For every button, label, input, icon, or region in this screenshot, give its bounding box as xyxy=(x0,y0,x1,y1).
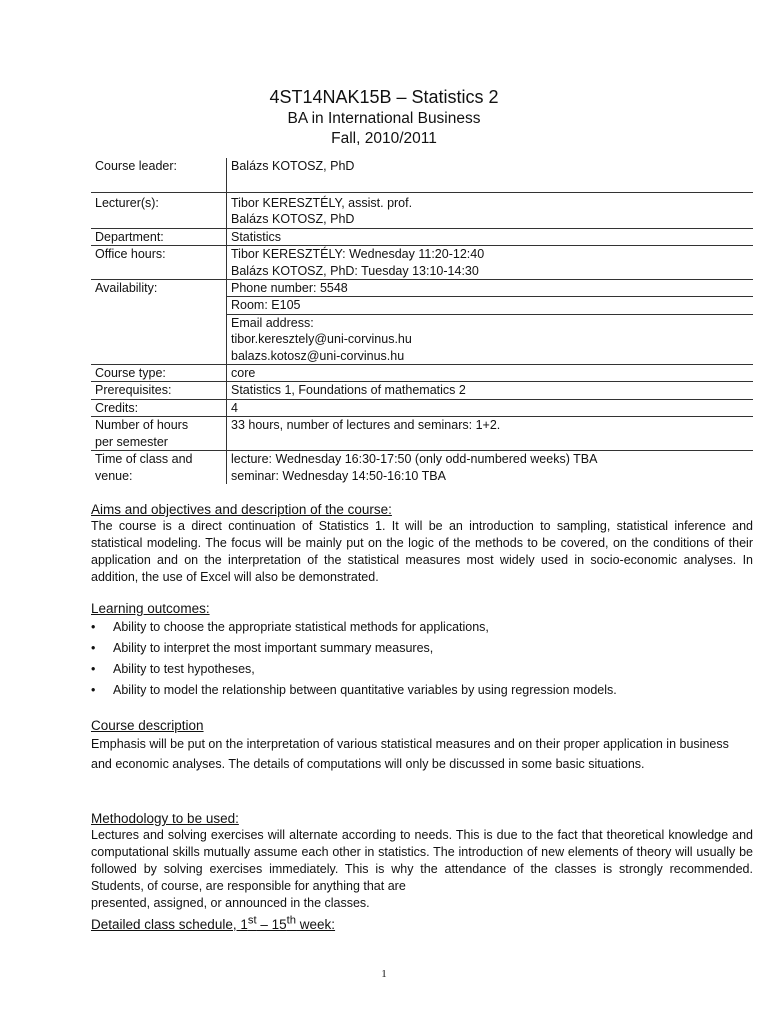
methodology-section xyxy=(91,810,753,934)
course-title: 4ST14NAK15B – Statistics 2 xyxy=(269,87,499,107)
list-item: • Ability to choose the appropriate statistical methods for applications, xyxy=(91,617,753,638)
row-department xyxy=(91,228,753,245)
office-hours-1: Tibor KERESZTÉLY: Wednesday 11:20-12:40 xyxy=(231,247,485,262)
row-availability-email xyxy=(91,314,753,364)
methodology-body: Lectures and solving exercises will alternate according to needs. This is due to the fact that theoretical knowledge and computational skills mutually assume each other in statistics. The introduction of new elements of theory will usually be followed by solving exercises immediately. This is why the attendance of the classes is strongly recommended. Students, of course, are responsible for anything that are xyxy=(91,828,753,893)
label-availability: Availability: xyxy=(91,280,227,297)
value-hours: 33 hours, number of lectures and seminars: 1+2. xyxy=(227,417,754,451)
value-prerequisites: Statistics 1, Foundations of mathematics 2 xyxy=(227,382,754,399)
outcomes-heading: Learning outcomes: xyxy=(91,601,210,616)
label-office-hours: Office hours: xyxy=(91,246,227,280)
program-name: BA in International Business xyxy=(287,110,481,127)
list-item: • Ability to model the relationship between quantitative variables by using regression models. xyxy=(91,680,753,701)
row-hours xyxy=(91,417,753,451)
seminar-time: seminar: Wednesday 14:50-16:10 TBA xyxy=(231,468,446,483)
value-time-venue xyxy=(227,451,754,484)
outcomes-list xyxy=(91,617,753,701)
row-availability-phone xyxy=(91,280,753,297)
label-department: Department: xyxy=(91,228,227,245)
aims-body: The course is a direct continuation of Statistics 1. It will be an introduction to sampling, statistical inference and statistical modeling. The focus will be mainly put on the logic of the methods to be covered, on the conditions of their application and on the interpretation of the statistical measures most widely used in socio-economic analyses. In addition, the use of Excel will also be demonstrated. xyxy=(91,519,753,584)
value-course-type: core xyxy=(227,365,754,382)
label-prerequisites: Prerequisites: xyxy=(91,382,227,399)
value-room: Room: E105 xyxy=(227,297,754,314)
value-email xyxy=(227,314,754,364)
lecture-time: lecture: Wednesday 16:30-17:50 (only odd-numbered weeks) TBA xyxy=(231,452,598,467)
label-hours: Number of hours per semester xyxy=(91,417,227,451)
bullet-icon: • xyxy=(91,641,96,655)
aims-heading: Aims and objectives and description of the course: xyxy=(91,502,392,517)
office-hours-2: Balázs KOTOSZ, PhD: Tuesday 13:10-14:30 xyxy=(231,263,479,278)
list-item: • Ability to interpret the most important summary measures, xyxy=(91,638,753,659)
course-description-section xyxy=(91,717,753,774)
list-item: • Ability to test hypotheses, xyxy=(91,659,753,680)
course-info-table xyxy=(91,158,753,484)
label-time-venue: Time of class and venue: xyxy=(91,451,227,484)
value-office-hours xyxy=(227,246,754,280)
email-1: tibor.keresztely@uni-corvinus.hu xyxy=(231,332,412,347)
label-course-type: Course type: xyxy=(91,365,227,382)
row-office-hours xyxy=(91,246,753,280)
lecturer-2: Balázs KOTOSZ, PhD xyxy=(231,212,355,227)
bullet-icon: • xyxy=(91,620,96,634)
page-number: 1 xyxy=(381,968,387,980)
row-credits xyxy=(91,399,753,416)
row-lecturers xyxy=(91,193,753,229)
row-course-type xyxy=(91,365,753,382)
schedule-heading: Detailed class schedule, 1st – 15th week: xyxy=(91,914,336,932)
row-course-leader xyxy=(91,158,753,193)
value-phone: Phone number: 5548 xyxy=(227,280,754,297)
title-block xyxy=(0,86,768,149)
aims-section xyxy=(91,501,753,586)
bullet-icon: • xyxy=(91,683,96,697)
course-description-body: Emphasis will be put on the interpretation of various statistical measures and on their proper application in business and economic analyses. The details of computations will only be discussed in some basic situations. xyxy=(91,737,729,771)
term: Fall, 2010/2011 xyxy=(331,130,437,147)
row-availability-room xyxy=(91,297,753,314)
methodology-heading: Methodology to be used: xyxy=(91,811,239,826)
lecturer-1: Tibor KERESZTÉLY, assist. prof. xyxy=(231,196,413,210)
value-credits: 4 xyxy=(227,399,754,416)
email-label: Email address: xyxy=(231,315,314,330)
row-time-venue xyxy=(91,451,753,484)
label-course-leader: Course leader: xyxy=(91,158,227,193)
value-course-leader: Balázs KOTOSZ, PhD xyxy=(227,158,754,193)
row-prerequisites xyxy=(91,382,753,399)
bullet-icon: • xyxy=(91,662,96,676)
email-2: balazs.kotosz@uni-corvinus.hu xyxy=(231,348,405,363)
value-department: Statistics xyxy=(227,228,754,245)
label-lecturers: Lecturer(s): xyxy=(91,193,227,229)
outcomes-section xyxy=(91,600,753,701)
label-credits: Credits: xyxy=(91,399,227,416)
methodology-last-line: presented, assigned, or announced in the classes. xyxy=(91,896,370,910)
course-description-heading: Course description xyxy=(91,718,204,733)
value-lecturers xyxy=(227,193,754,229)
